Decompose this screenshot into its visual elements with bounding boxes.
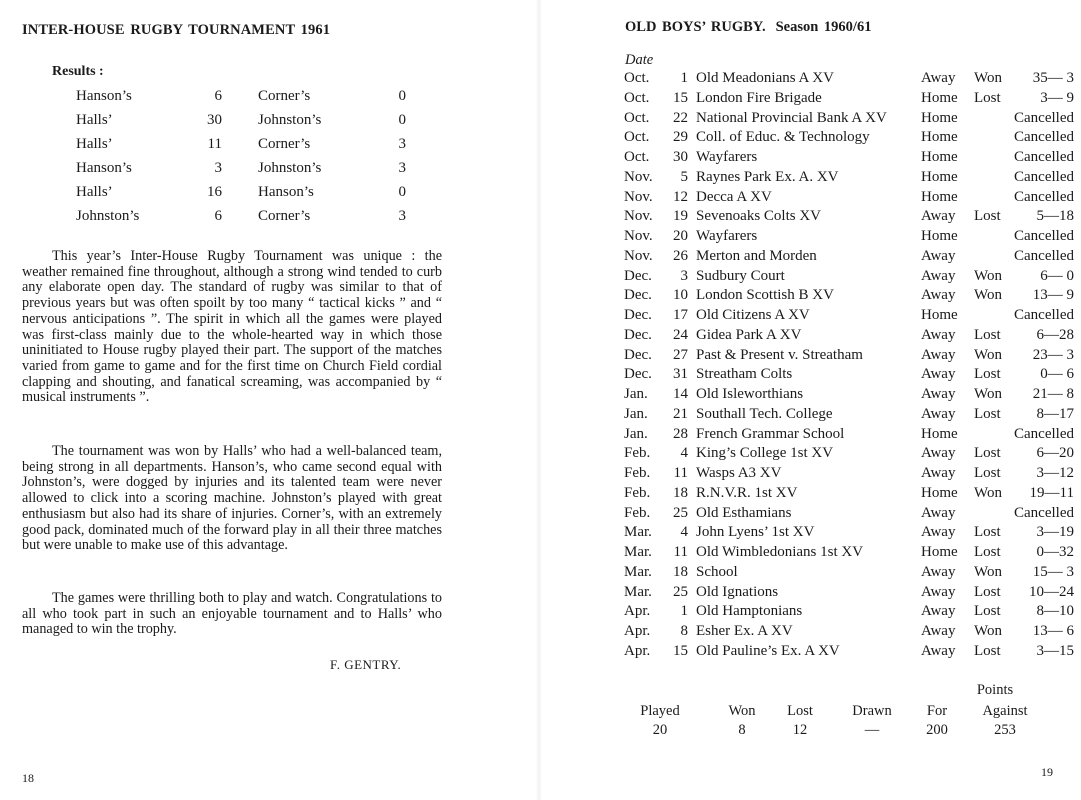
fixture-day: 5 xyxy=(680,168,688,185)
fixture-month: Dec. xyxy=(624,326,652,343)
summary-value-won: 8 xyxy=(738,722,746,738)
fixture-opponent: R.N.V.R. 1st XV xyxy=(696,484,798,501)
fixture-result: Won xyxy=(974,563,1002,580)
fixture-row xyxy=(624,228,1074,248)
fixture-venue: Home xyxy=(921,168,958,185)
fixture-venue: Away xyxy=(921,504,956,521)
fixture-row xyxy=(624,307,1074,327)
fixture-row xyxy=(624,188,1074,209)
fixture-month: Dec. xyxy=(624,287,652,304)
fixture-score: 23— 3 xyxy=(1032,346,1074,363)
page-number: 18 xyxy=(22,771,34,785)
fixture-opponent: Old Hamptonians xyxy=(696,603,803,620)
fixture-venue: Away xyxy=(921,346,956,363)
fixture-venue: Home xyxy=(921,544,958,560)
page-title xyxy=(625,19,871,36)
fixture-result: Lost xyxy=(974,208,1001,225)
summary-header-for: For xyxy=(926,703,948,719)
fixture-day: 25 xyxy=(673,583,688,600)
fixture-day: 3 xyxy=(680,267,688,284)
fixture-opponent: National Provincial Bank A XV xyxy=(696,109,887,126)
fixture-result: Lost xyxy=(974,405,1001,422)
points-header: Points xyxy=(976,682,1014,698)
fixture-row xyxy=(624,386,1074,406)
fixture-row xyxy=(624,109,1074,130)
fixture-opponent: Esher Ex. A XV xyxy=(696,623,793,639)
fixture-result: Lost xyxy=(974,366,1001,383)
away-score: 0 xyxy=(398,88,406,104)
fixture-day: 31 xyxy=(673,366,688,383)
fixture-row xyxy=(624,465,1074,485)
fixture-opponent: Streatham Colts xyxy=(696,366,793,383)
fixture-row xyxy=(624,346,1074,367)
fixture-month: Nov. xyxy=(624,188,653,205)
fixture-score: 21— 8 xyxy=(1032,386,1074,402)
fixture-day: 4 xyxy=(680,445,688,462)
fixture-month: Dec. xyxy=(624,346,652,363)
section-title: OLD BOYS’ RUGBY. xyxy=(625,19,766,35)
fixture-venue: Away xyxy=(921,623,956,639)
away-team: Hanson’s xyxy=(258,184,314,200)
fixture-day: 19 xyxy=(673,208,688,225)
fixture-month: Feb. xyxy=(624,484,651,501)
fixture-month: Oct. xyxy=(624,70,650,86)
fixture-opponent: Sevenoaks Colts XV xyxy=(696,208,821,225)
fixture-opponent: Decca A XV xyxy=(696,188,772,205)
fixture-day: 15 xyxy=(673,89,688,106)
fixture-row xyxy=(624,445,1074,465)
date-column-header: Date xyxy=(625,52,654,68)
fixture-venue: Home xyxy=(921,129,958,146)
fixture-day: 30 xyxy=(673,149,688,165)
home-score: 6 xyxy=(214,208,222,224)
away-score: 3 xyxy=(398,160,406,176)
fixture-venue: Home xyxy=(921,89,958,106)
home-score: 16 xyxy=(207,184,222,200)
fixture-score: 6—28 xyxy=(1036,326,1074,343)
fixture-venue: Home xyxy=(921,484,958,501)
fixture-day: 21 xyxy=(673,405,688,422)
right-page xyxy=(541,0,1081,800)
fixture-score: 6— 0 xyxy=(1040,267,1074,284)
fixture-result: Won xyxy=(974,267,1002,284)
home-score: 6 xyxy=(214,88,222,104)
fixture-result: Won xyxy=(974,287,1002,304)
fixture-opponent: Old Ignations xyxy=(696,583,779,600)
fixture-venue: Home xyxy=(921,425,958,442)
fixture-day: 15 xyxy=(673,642,688,659)
home-team: Hanson’s xyxy=(76,88,132,104)
fixture-month: Mar. xyxy=(624,563,652,580)
fixture-day: 25 xyxy=(673,504,688,521)
fixture-month: Oct. xyxy=(624,129,650,146)
fixture-opponent: Past & Present v. Streatham xyxy=(696,346,863,363)
paragraph: This year’s Inter-House Rugby Tournament was unique : the weather remained fine throughout, although a strong wind tended to curb any elaborate open day. The standard of rugby was similar to that of previous years but was often spoilt by too many “ tactical kicks ” and “ nervous anticipations ”. The spirit in which all the games were played was first-class mainly due to the whole-hearted way in which those uninitiated to House rugby played their part. The support of the matches varied from game to game and for the first time on Church Field cordial clapping and shouting, and fanatical screaming, was accompanied by “ musical instruments ”. xyxy=(22,248,442,406)
fixture-venue: Away xyxy=(921,583,956,600)
fixture-opponent: Old Citizens A XV xyxy=(696,307,810,323)
fixture-day: 14 xyxy=(673,386,688,402)
fixture-opponent: Merton and Morden xyxy=(696,247,817,264)
fixture-venue: Home xyxy=(921,109,958,126)
fixture-row xyxy=(624,642,1074,663)
fixture-row xyxy=(624,583,1074,604)
fixture-month: Feb. xyxy=(624,504,651,521)
summary-header-against: Against xyxy=(982,703,1028,719)
fixture-score: 19—11 xyxy=(1029,484,1074,501)
fixture-month: Jan. xyxy=(624,405,648,422)
fixture-result: Lost xyxy=(974,642,1001,659)
away-team: Johnston’s xyxy=(258,112,322,128)
fixture-opponent: Raynes Park Ex. A. XV xyxy=(696,168,839,185)
fixture-venue: Away xyxy=(921,287,956,304)
fixture-venue: Away xyxy=(921,465,956,481)
home-team: Johnston’s xyxy=(76,208,140,224)
fixture-result: Lost xyxy=(974,465,1001,481)
fixture-score: 3—12 xyxy=(1036,465,1074,481)
fixture-result: Cancelled xyxy=(1014,149,1074,165)
paragraph: The games were thrilling both to play and watch. Congratulations to all who took part in such an enjoyable tournament and to Halls’ who managed to win the trophy. xyxy=(22,590,442,638)
fixture-venue: Away xyxy=(921,208,956,225)
fixture-score: 3—15 xyxy=(1036,642,1074,659)
fixture-result: Lost xyxy=(974,445,1001,462)
fixture-score: 5—18 xyxy=(1036,208,1074,225)
fixture-month: Jan. xyxy=(624,425,648,442)
fixture-day: 29 xyxy=(673,129,688,146)
fixture-score: 8—10 xyxy=(1036,603,1074,620)
fixture-month: Mar. xyxy=(624,544,652,560)
away-score: 0 xyxy=(398,112,406,128)
fixture-venue: Away xyxy=(921,70,956,86)
fixture-month: Nov. xyxy=(624,208,653,225)
fixture-day: 24 xyxy=(673,326,688,343)
fixture-opponent: Gidea Park A XV xyxy=(696,326,802,343)
fixture-venue: Home xyxy=(921,228,958,244)
home-score: 3 xyxy=(214,160,222,176)
fixture-day: 17 xyxy=(673,307,688,323)
fixture-score: 3— 9 xyxy=(1040,89,1074,106)
fixture-score: 13— 9 xyxy=(1032,287,1074,304)
fixture-month: Dec. xyxy=(624,267,652,284)
fixture-venue: Away xyxy=(921,563,956,580)
fixture-venue: Away xyxy=(921,366,956,383)
fixture-month: Feb. xyxy=(624,445,651,462)
fixture-opponent: Wasps A3 XV xyxy=(696,465,782,481)
fixture-venue: Away xyxy=(921,642,956,659)
fixture-score: 0— 6 xyxy=(1040,366,1074,383)
results-label: Results : xyxy=(52,64,104,79)
fixture-day: 11 xyxy=(673,465,688,481)
fixture-row xyxy=(624,484,1074,505)
fixture-month: Nov. xyxy=(624,228,653,244)
away-score: 3 xyxy=(398,208,406,224)
fixture-result: Lost xyxy=(974,544,1001,560)
fixture-score: 10—24 xyxy=(1029,583,1074,600)
fixture-score: 13— 6 xyxy=(1032,623,1074,639)
fixture-day: 20 xyxy=(673,228,688,244)
fixture-opponent: Coll. of Educ. & Technology xyxy=(696,129,870,146)
away-team: Corner’s xyxy=(258,88,311,104)
fixture-opponent: King’s College 1st XV xyxy=(696,445,834,462)
fixture-result: Won xyxy=(974,70,1002,86)
summary-header-drawn: Drawn xyxy=(852,703,892,719)
summary-header-won: Won xyxy=(728,703,756,719)
fixture-day: 18 xyxy=(673,484,688,501)
fixture-row xyxy=(624,563,1074,584)
fixture-month: Nov. xyxy=(624,247,653,264)
home-score: 30 xyxy=(207,112,222,128)
fixture-row xyxy=(624,504,1074,525)
fixture-opponent: Wayfarers xyxy=(696,149,758,165)
fixture-result: Cancelled xyxy=(1014,307,1074,323)
fixture-row xyxy=(624,70,1074,90)
fixture-row xyxy=(624,89,1074,110)
fixture-opponent: School xyxy=(696,563,738,580)
away-score: 0 xyxy=(398,184,406,200)
fixture-result: Won xyxy=(974,484,1002,501)
fixture-day: 10 xyxy=(673,287,688,304)
fixture-venue: Home xyxy=(921,307,958,323)
fixture-day: 26 xyxy=(673,247,688,264)
fixture-venue: Away xyxy=(921,603,956,620)
fixture-result: Cancelled xyxy=(1014,188,1074,205)
fixture-result: Lost xyxy=(974,603,1001,620)
fixture-result: Cancelled xyxy=(1014,504,1074,521)
fixture-venue: Away xyxy=(921,405,956,422)
fixture-score: 35— 3 xyxy=(1032,70,1074,86)
fixture-day: 11 xyxy=(673,544,688,560)
fixture-day: 27 xyxy=(673,346,688,363)
fixture-opponent: Sudbury Court xyxy=(696,267,785,284)
season-label: Season 1960/61 xyxy=(775,19,872,35)
fixture-row xyxy=(624,623,1074,643)
fixture-opponent: London Fire Brigade xyxy=(696,89,822,106)
fixture-month: Apr. xyxy=(624,642,651,659)
summary-value-for: 200 xyxy=(926,722,948,738)
fixture-result: Cancelled xyxy=(1014,129,1074,146)
summary-value-lost: 12 xyxy=(792,722,808,738)
fixture-row xyxy=(624,208,1074,228)
fixture-result: Lost xyxy=(974,524,1001,541)
fixture-month: Feb. xyxy=(624,465,651,481)
page-number: 19 xyxy=(1041,765,1053,779)
fixture-venue: Home xyxy=(921,149,958,165)
home-team: Halls’ xyxy=(76,112,113,128)
page-title: INTER-HOUSE RUGBY TOURNAMENT 1961 xyxy=(22,22,331,38)
fixture-day: 22 xyxy=(673,109,688,126)
fixture-result: Won xyxy=(974,623,1002,639)
fixture-row xyxy=(624,544,1074,564)
fixture-row xyxy=(624,149,1074,169)
fixture-score: 15— 3 xyxy=(1032,563,1074,580)
fixture-opponent: Southall Tech. College xyxy=(696,405,833,422)
fixture-score: 8—17 xyxy=(1036,405,1074,422)
fixture-month: Dec. xyxy=(624,366,652,383)
fixture-row xyxy=(624,405,1074,426)
fixture-result: Lost xyxy=(974,326,1001,343)
fixture-row xyxy=(624,326,1074,347)
fixture-score: 0—32 xyxy=(1036,544,1074,560)
fixture-row xyxy=(624,425,1074,446)
fixture-row xyxy=(624,267,1074,288)
fixture-opponent: John Lyens’ 1st XV xyxy=(696,524,815,541)
fixture-row xyxy=(624,366,1074,386)
fixture-opponent: Old Wimbledonians 1st XV xyxy=(696,544,864,560)
fixture-result: Won xyxy=(974,386,1002,402)
fixture-month: Apr. xyxy=(624,623,651,639)
fixture-row xyxy=(624,168,1074,189)
fixture-month: Oct. xyxy=(624,89,650,106)
home-score: 11 xyxy=(207,136,222,152)
author-signature: F. GENTRY. xyxy=(330,657,402,672)
fixture-opponent: London Scottish B XV xyxy=(696,287,834,304)
fixture-row xyxy=(624,603,1074,623)
fixture-month: Dec. xyxy=(624,307,652,323)
fixture-day: 28 xyxy=(673,425,688,442)
fixture-row xyxy=(624,129,1074,149)
fixture-result: Lost xyxy=(974,583,1001,600)
home-team: Halls’ xyxy=(76,184,113,200)
fixture-month: Oct. xyxy=(624,109,650,126)
away-score: 3 xyxy=(398,136,406,152)
fixture-venue: Away xyxy=(921,386,956,402)
fixture-opponent: French Grammar School xyxy=(696,425,845,442)
fixture-month: Nov. xyxy=(624,168,653,185)
fixture-month: Jan. xyxy=(624,386,648,402)
left-page xyxy=(0,0,540,800)
fixture-result: Cancelled xyxy=(1014,109,1074,126)
fixture-venue: Away xyxy=(921,326,956,343)
fixture-result: Cancelled xyxy=(1014,228,1074,244)
away-team: Corner’s xyxy=(258,208,311,224)
fixture-month: Oct. xyxy=(624,149,650,165)
fixture-result: Cancelled xyxy=(1014,425,1074,442)
home-team: Halls’ xyxy=(76,136,113,152)
fixture-opponent: Old Isleworthians xyxy=(696,386,804,402)
fixture-venue: Away xyxy=(921,267,956,284)
fixture-venue: Home xyxy=(921,188,958,205)
fixture-day: 1 xyxy=(680,70,688,86)
summary-value-played: 20 xyxy=(652,722,668,738)
summary-value-drawn: — xyxy=(864,722,880,738)
fixture-opponent: Old Esthamians xyxy=(696,504,792,521)
fixture-score: 3—19 xyxy=(1036,524,1074,541)
fixture-result: Won xyxy=(974,346,1002,363)
fixture-opponent: Wayfarers xyxy=(696,228,758,244)
away-team: Corner’s xyxy=(258,136,311,152)
fixture-row xyxy=(624,524,1074,544)
fixture-venue: Away xyxy=(921,247,956,264)
away-team: Johnston’s xyxy=(258,160,322,176)
fixture-result: Cancelled xyxy=(1014,168,1074,185)
fixture-result: Cancelled xyxy=(1014,247,1074,264)
fixture-month: Mar. xyxy=(624,524,652,541)
fixture-row xyxy=(624,287,1074,307)
fixture-opponent: Old Pauline’s Ex. A XV xyxy=(696,642,840,659)
summary-header-lost: Lost xyxy=(787,703,813,719)
fixture-day: 12 xyxy=(673,188,688,205)
fixture-result: Lost xyxy=(974,89,1001,106)
fixture-opponent: Old Meadonians A XV xyxy=(696,70,834,86)
fixture-day: 4 xyxy=(680,524,688,541)
summary-value-against: 253 xyxy=(994,722,1016,738)
summary-header-played: Played xyxy=(640,703,680,719)
fixture-day: 1 xyxy=(680,603,688,620)
fixture-row xyxy=(624,247,1074,268)
fixture-month: Mar. xyxy=(624,583,652,600)
home-team: Hanson’s xyxy=(76,160,132,176)
fixture-score: 6—20 xyxy=(1036,445,1074,462)
fixture-month: Apr. xyxy=(624,603,651,620)
fixture-venue: Away xyxy=(921,524,956,541)
paragraph: The tournament was won by Halls’ who had a well-balanced team, being strong in all departments. Hanson’s, who came second equal with Johnston’s, were dogged by injuries and its talented team were never allowed to click into a scoring machine. Johnston’s played with great enthusiasm but also had its share of injuries. Corner’s, with an extremely good pack, dominated much of the forward play in all their three matches but were unable to make use of this advantage. xyxy=(22,443,442,554)
fixture-venue: Away xyxy=(921,445,956,462)
fixture-day: 18 xyxy=(673,563,688,580)
fixture-day: 8 xyxy=(680,623,688,639)
fixtures-table xyxy=(624,70,1074,663)
